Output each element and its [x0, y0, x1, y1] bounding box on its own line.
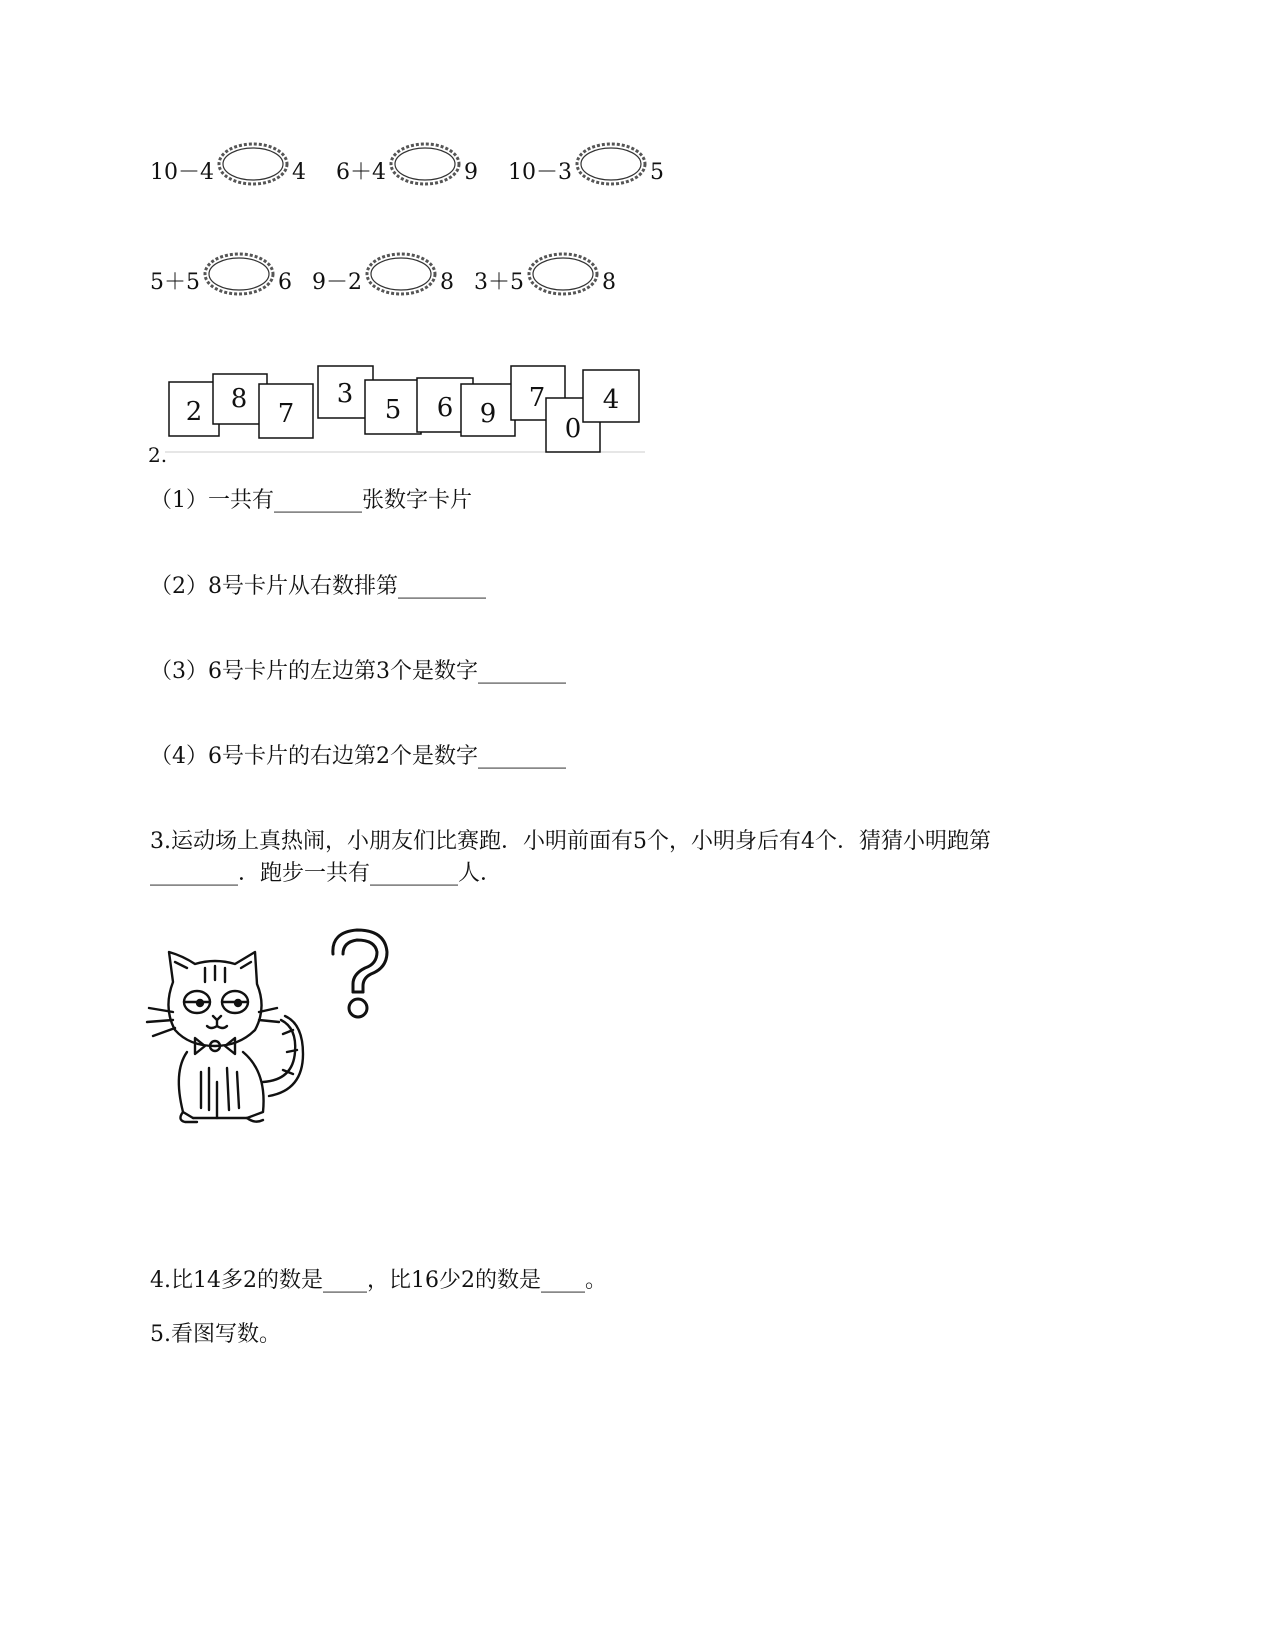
expression: 10－4 [150, 160, 214, 185]
q1-row-1 [150, 140, 664, 188]
card-label: 4 [602, 385, 620, 415]
q4-text: 4.比14多2的数是____，比16少2的数是____。 [150, 1268, 607, 1293]
expression: 6＋4 [336, 160, 386, 185]
expression: 5＋5 [150, 270, 200, 295]
compare-number: 8 [602, 270, 616, 295]
q2-sub-1: （1）一共有________张数字卡片 [150, 488, 472, 513]
compare-number: 8 [440, 270, 454, 295]
card-label: 0 [564, 414, 582, 444]
number-cards-figure [165, 362, 650, 454]
card [583, 370, 639, 422]
card-label: 8 [230, 384, 248, 414]
card [259, 384, 313, 438]
compare-number: 5 [650, 160, 664, 185]
q1-item [150, 140, 306, 188]
expression: 3＋5 [474, 270, 524, 295]
compare-number: 9 [464, 160, 478, 185]
answer-oval[interactable] [202, 250, 276, 298]
answer-oval[interactable] [526, 250, 600, 298]
q2-sub-4: （4）6号卡片的右边第2个是数字________ [150, 744, 566, 769]
answer-oval[interactable] [388, 140, 462, 188]
compare-number: 4 [292, 160, 306, 185]
card-label: 2 [185, 397, 203, 427]
card [169, 382, 219, 436]
answer-oval[interactable] [216, 140, 290, 188]
q2-sub-3: （3）6号卡片的左边第3个是数字________ [150, 659, 566, 684]
q1-item [150, 250, 292, 298]
card-label: 7 [528, 383, 546, 413]
compare-number: 6 [278, 270, 292, 295]
q3-line-1: 3.运动场上真热闹，小朋友们比赛跑．小明前面有5个，小明身后有4个．猜猜小明跑第 [150, 829, 991, 854]
answer-oval[interactable] [574, 140, 648, 188]
card [365, 380, 421, 434]
card-label: 9 [479, 399, 497, 429]
q1-item [508, 140, 664, 188]
card-label: 6 [436, 393, 454, 423]
q2-number: 2. [148, 443, 168, 467]
card-label: 7 [277, 399, 295, 429]
q1-item [312, 250, 454, 298]
q3-line-2: ________．跑步一共有________人． [150, 861, 503, 886]
expression: 10－3 [508, 160, 572, 185]
answer-oval[interactable] [364, 250, 438, 298]
expression: 9－2 [312, 270, 362, 295]
card-label: 5 [384, 395, 402, 425]
card [461, 384, 515, 436]
q1-row-2 [150, 250, 616, 298]
q1-item [336, 140, 478, 188]
q1-item [474, 250, 616, 298]
q5-text: 5.看图写数。 [150, 1322, 281, 1347]
q2-sub-2: （2）8号卡片从右数排第________ [150, 574, 486, 599]
cat-question-illustration [143, 912, 408, 1134]
card-label: 3 [336, 379, 354, 409]
